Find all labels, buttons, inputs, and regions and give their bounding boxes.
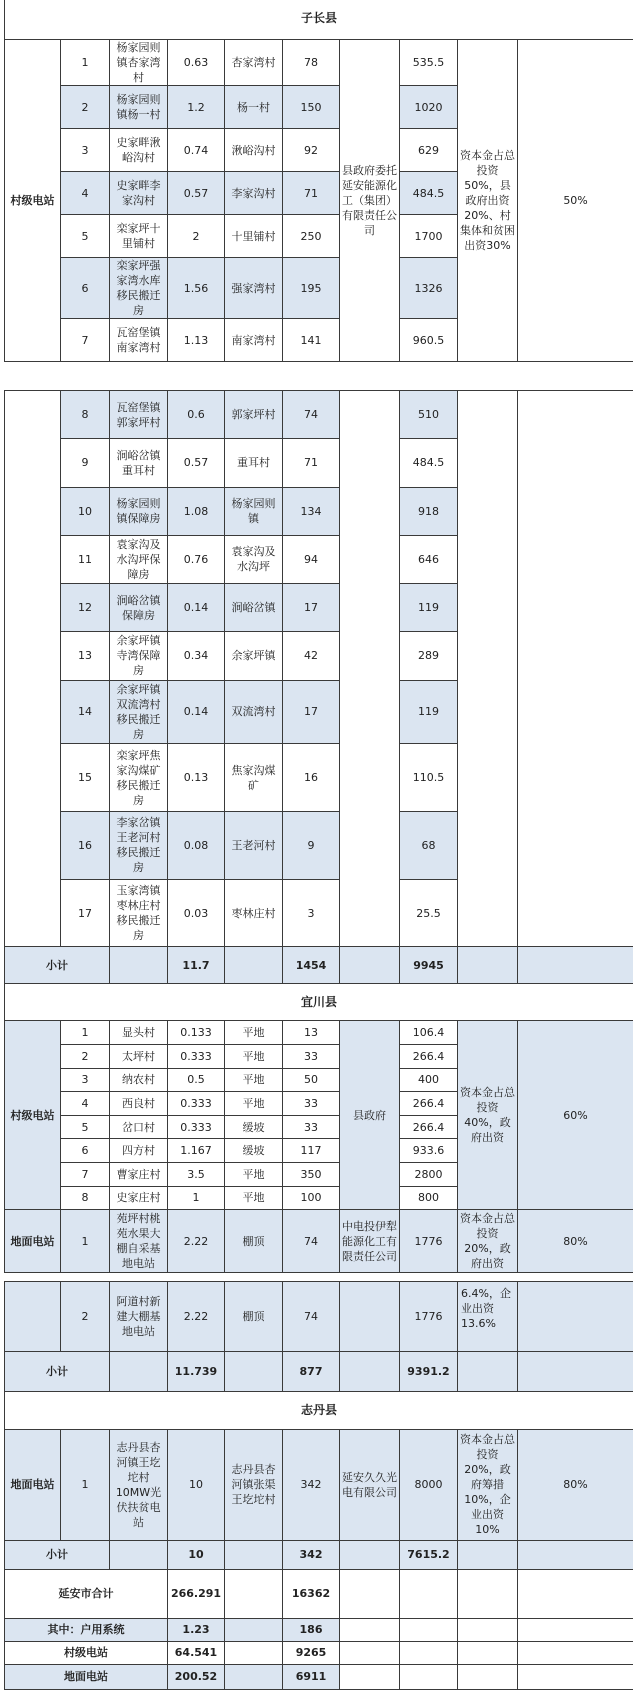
row-investment: 1700	[400, 215, 458, 258]
row-village: 强家湾村	[225, 258, 283, 319]
subtotal-investment: 9391.2	[400, 1351, 458, 1391]
share-cell: 80%	[518, 1210, 633, 1273]
category-cell: 地面电站	[5, 1210, 61, 1273]
row-capacity: 0.133	[168, 1021, 225, 1045]
row-location: 玉家湾镇枣林庄村移民搬迁房	[110, 879, 168, 947]
row-village: 王老河村	[225, 811, 283, 879]
row-capacity: 0.13	[168, 744, 225, 812]
agency-cell: 延安久久光电有限公司	[340, 1430, 400, 1541]
of-which-ground-label: 地面电站	[5, 1664, 168, 1689]
row-investment: 289	[400, 632, 458, 680]
subtotal-capacity: 11.739	[168, 1351, 225, 1391]
row-village: 平地	[225, 1163, 283, 1187]
subtotal-empty	[225, 1540, 283, 1569]
agency-cell: 县政府委托延安能源化工（集团）有限责任公司	[340, 40, 400, 362]
subtotal-empty	[518, 947, 633, 984]
row-investment: 266.4	[400, 1115, 458, 1139]
category-cell: 村级电站	[5, 40, 61, 362]
category-cell-empty	[5, 1282, 61, 1352]
funding-cell: 资本金占总投资50%，县政府出资20%、村集体和贫困出资30%	[458, 40, 518, 362]
row-location: 杨家园则镇保障房	[110, 487, 168, 535]
row-no: 5	[61, 215, 110, 258]
row-households: 74	[283, 391, 340, 439]
row-households: 100	[283, 1186, 340, 1210]
row-households: 9	[283, 811, 340, 879]
row-location: 史家畔湫峪沟村	[110, 129, 168, 172]
subtotal-empty	[225, 1351, 283, 1391]
row-location: 史家庄村	[110, 1186, 168, 1210]
row-no: 5	[61, 1115, 110, 1139]
row-households: 33	[283, 1115, 340, 1139]
row-investment: 110.5	[400, 744, 458, 812]
row-investment: 484.5	[400, 439, 458, 487]
row-no: 11	[61, 535, 110, 583]
row-investment: 484.5	[400, 172, 458, 215]
subtotal-empty	[110, 1540, 168, 1569]
row-investment: 25.5	[400, 879, 458, 947]
row-location: 西良村	[110, 1092, 168, 1116]
row-investment: 266.4	[400, 1092, 458, 1116]
table-zichang-part1	[4, 0, 633, 362]
category-cell: 村级电站	[5, 1021, 61, 1210]
row-location: 显头村	[110, 1021, 168, 1045]
row-capacity: 0.74	[168, 129, 225, 172]
agency-cell: 县政府	[340, 1021, 400, 1210]
row-location: 栾家坪焦家沟煤矿移民搬迁房	[110, 744, 168, 812]
row-location: 太坪村	[110, 1044, 168, 1068]
total-empty	[518, 1569, 633, 1618]
row-village: 平地	[225, 1044, 283, 1068]
category-cell: 地面电站	[5, 1430, 61, 1541]
share-cell-empty	[518, 1282, 633, 1352]
of-which-empty	[458, 1618, 518, 1641]
row-households: 33	[283, 1044, 340, 1068]
subtotal-empty	[458, 1540, 518, 1569]
row-investment: 800	[400, 1186, 458, 1210]
subtotal-investment: 7615.2	[400, 1540, 458, 1569]
row-households: 50	[283, 1068, 340, 1092]
row-village: 志丹县杏河镇张渠王圪坨村	[225, 1430, 283, 1541]
of-which-empty	[225, 1664, 283, 1689]
of-which-household-capacity: 1.23	[168, 1618, 225, 1641]
row-households: 13	[283, 1021, 340, 1045]
row-investment: 510	[400, 391, 458, 439]
row-capacity: 3.5	[168, 1163, 225, 1187]
row-households: 16	[283, 744, 340, 812]
share-cell-empty	[518, 391, 633, 947]
row-households: 250	[283, 215, 340, 258]
row-village: 涧峪岔镇	[225, 584, 283, 632]
row-location: 栾家坪强家湾水库移民搬迁房	[110, 258, 168, 319]
table-zichang-part2-yichuan	[4, 390, 633, 1273]
row-village: 杏家湾村	[225, 40, 283, 86]
row-households: 17	[283, 680, 340, 744]
funding-cell: 资本金占总投资20%，政府筹措10%，企业出资10%	[458, 1430, 518, 1541]
subtotal-empty	[340, 1351, 400, 1391]
row-capacity: 0.03	[168, 879, 225, 947]
of-which-empty	[340, 1664, 400, 1689]
row-households: 141	[283, 319, 340, 362]
row-no: 2	[61, 1044, 110, 1068]
subtotal-investment: 9945	[400, 947, 458, 984]
county-header-zichang: 子长县	[5, 0, 633, 40]
row-no: 1	[61, 40, 110, 86]
agency-cell-empty	[340, 391, 400, 947]
row-no: 7	[61, 1163, 110, 1187]
row-location: 曹家庄村	[110, 1163, 168, 1187]
row-capacity: 2.22	[168, 1210, 225, 1273]
total-empty	[400, 1569, 458, 1618]
row-no: 13	[61, 632, 110, 680]
row-no: 15	[61, 744, 110, 812]
row-investment: 1776	[400, 1282, 458, 1352]
subtotal-empty	[340, 947, 400, 984]
row-village: 余家坪镇	[225, 632, 283, 680]
row-location: 史家畔李家沟村	[110, 172, 168, 215]
row-capacity: 1.56	[168, 258, 225, 319]
subtotal-empty	[225, 947, 283, 984]
subtotal-empty	[518, 1540, 633, 1569]
subtotal-households: 1454	[283, 947, 340, 984]
agency-cell: 中电投伊犁能源化工有限责任公司	[340, 1210, 400, 1273]
row-households: 42	[283, 632, 340, 680]
row-households: 342	[283, 1430, 340, 1541]
row-village: 十里铺村	[225, 215, 283, 258]
of-which-household-label: 其中：户用系统	[5, 1618, 168, 1641]
subtotal-empty	[518, 1351, 633, 1391]
row-village: 郭家坪村	[225, 391, 283, 439]
row-investment: 629	[400, 129, 458, 172]
share-cell: 60%	[518, 1021, 633, 1210]
row-location: 瓦窑堡镇南家湾村	[110, 319, 168, 362]
row-location: 杨家园则镇杏家湾村	[110, 40, 168, 86]
of-which-ground-households: 6911	[283, 1664, 340, 1689]
row-village: 杨家园则镇	[225, 487, 283, 535]
row-households: 71	[283, 439, 340, 487]
row-investment: 918	[400, 487, 458, 535]
total-label: 延安市合计	[5, 1569, 168, 1618]
of-which-village-households: 9265	[283, 1641, 340, 1664]
of-which-empty	[400, 1641, 458, 1664]
row-capacity: 0.5	[168, 1068, 225, 1092]
of-which-empty	[400, 1664, 458, 1689]
subtotal-households: 342	[283, 1540, 340, 1569]
row-no: 8	[61, 391, 110, 439]
row-village: 李家沟村	[225, 172, 283, 215]
row-village: 袁家沟及水沟坪	[225, 535, 283, 583]
row-households: 117	[283, 1139, 340, 1163]
row-no: 1	[61, 1021, 110, 1045]
row-capacity: 0.34	[168, 632, 225, 680]
row-capacity: 10	[168, 1430, 225, 1541]
of-which-empty	[518, 1641, 633, 1664]
row-no: 7	[61, 319, 110, 362]
row-capacity: 0.6	[168, 391, 225, 439]
of-which-empty	[340, 1618, 400, 1641]
row-capacity: 0.333	[168, 1115, 225, 1139]
funding-cell-empty	[458, 391, 518, 947]
row-capacity: 0.76	[168, 535, 225, 583]
row-investment: 266.4	[400, 1044, 458, 1068]
row-no: 17	[61, 879, 110, 947]
of-which-household-households: 186	[283, 1618, 340, 1641]
of-which-empty	[225, 1641, 283, 1664]
row-no: 12	[61, 584, 110, 632]
share-cell: 80%	[518, 1430, 633, 1541]
row-investment: 106.4	[400, 1021, 458, 1045]
row-investment: 68	[400, 811, 458, 879]
of-which-empty	[518, 1618, 633, 1641]
row-location: 栾家坪十里铺村	[110, 215, 168, 258]
row-households: 195	[283, 258, 340, 319]
subtotal-label: 小计	[5, 1351, 110, 1391]
row-village: 缓坡	[225, 1139, 283, 1163]
row-households: 3	[283, 879, 340, 947]
row-location: 袁家沟及水沟坪保障房	[110, 535, 168, 583]
subtotal-empty	[458, 1351, 518, 1391]
row-location: 苑坪村桃苑水果大棚自采基地电站	[110, 1210, 168, 1273]
row-households: 78	[283, 40, 340, 86]
row-no: 1	[61, 1210, 110, 1273]
row-no: 8	[61, 1186, 110, 1210]
row-households: 92	[283, 129, 340, 172]
row-capacity: 1.13	[168, 319, 225, 362]
row-village: 杨一村	[225, 86, 283, 129]
subtotal-capacity: 10	[168, 1540, 225, 1569]
table-yichuan-zhidan-totals	[4, 1281, 633, 1690]
county-header-yichuan: 宜川县	[5, 984, 633, 1021]
row-village: 平地	[225, 1068, 283, 1092]
subtotal-label: 小计	[5, 947, 110, 984]
row-investment: 2800	[400, 1163, 458, 1187]
subtotal-empty	[110, 1351, 168, 1391]
total-empty	[225, 1569, 283, 1618]
row-investment: 646	[400, 535, 458, 583]
row-location: 阿道村新建大棚基地电站	[110, 1282, 168, 1352]
row-location: 杨家园则镇杨一村	[110, 86, 168, 129]
of-which-empty	[458, 1664, 518, 1689]
of-which-village-capacity: 64.541	[168, 1641, 225, 1664]
row-village: 焦家沟煤矿	[225, 744, 283, 812]
row-capacity: 0.57	[168, 439, 225, 487]
subtotal-empty	[340, 1540, 400, 1569]
row-village: 缓坡	[225, 1115, 283, 1139]
subtotal-capacity: 11.7	[168, 947, 225, 984]
funding-cell: 资本金占总投资40%，政府出资	[458, 1021, 518, 1210]
row-investment: 933.6	[400, 1139, 458, 1163]
row-village: 重耳村	[225, 439, 283, 487]
row-capacity: 0.57	[168, 172, 225, 215]
row-capacity: 1.167	[168, 1139, 225, 1163]
row-capacity: 1.2	[168, 86, 225, 129]
row-no: 6	[61, 1139, 110, 1163]
funding-cell: 资本金占总投资20%，政府出资	[458, 1210, 518, 1273]
row-households: 74	[283, 1282, 340, 1352]
row-location: 涧峪岔镇保障房	[110, 584, 168, 632]
row-village: 棚顶	[225, 1210, 283, 1273]
row-village: 双流湾村	[225, 680, 283, 744]
row-investment: 119	[400, 584, 458, 632]
row-households: 94	[283, 535, 340, 583]
row-no: 9	[61, 439, 110, 487]
row-capacity: 2	[168, 215, 225, 258]
row-investment: 1020	[400, 86, 458, 129]
total-empty	[458, 1569, 518, 1618]
agency-cell-empty	[340, 1282, 400, 1352]
row-capacity: 0.14	[168, 584, 225, 632]
row-investment: 8000	[400, 1430, 458, 1541]
of-which-village-label: 村级电站	[5, 1641, 168, 1664]
county-header-zhidan: 志丹县	[5, 1391, 633, 1430]
row-investment: 119	[400, 680, 458, 744]
row-investment: 1776	[400, 1210, 458, 1273]
total-empty	[340, 1569, 400, 1618]
row-capacity: 0.63	[168, 40, 225, 86]
row-households: 150	[283, 86, 340, 129]
row-investment: 960.5	[400, 319, 458, 362]
row-no: 10	[61, 487, 110, 535]
row-location: 四方村	[110, 1139, 168, 1163]
subtotal-empty	[458, 947, 518, 984]
row-village: 枣林庄村	[225, 879, 283, 947]
subtotal-households: 877	[283, 1351, 340, 1391]
row-households: 350	[283, 1163, 340, 1187]
row-investment: 535.5	[400, 40, 458, 86]
row-no: 6	[61, 258, 110, 319]
row-investment: 1326	[400, 258, 458, 319]
row-no: 3	[61, 1068, 110, 1092]
row-location: 李家岔镇王老河村移民搬迁房	[110, 811, 168, 879]
row-village: 平地	[225, 1186, 283, 1210]
of-which-empty	[458, 1641, 518, 1664]
row-capacity: 0.333	[168, 1044, 225, 1068]
row-village: 南家湾村	[225, 319, 283, 362]
row-location: 涧峪岔镇重耳村	[110, 439, 168, 487]
row-capacity: 1.08	[168, 487, 225, 535]
row-households: 17	[283, 584, 340, 632]
row-village: 平地	[225, 1092, 283, 1116]
row-households: 33	[283, 1092, 340, 1116]
row-no: 2	[61, 86, 110, 129]
row-no: 4	[61, 172, 110, 215]
total-capacity: 266.291	[168, 1569, 225, 1618]
row-no: 4	[61, 1092, 110, 1116]
row-village: 平地	[225, 1021, 283, 1045]
row-location: 瓦窑堡镇郭家坪村	[110, 391, 168, 439]
row-no: 14	[61, 680, 110, 744]
subtotal-label: 小计	[5, 1540, 110, 1569]
row-capacity: 2.22	[168, 1282, 225, 1352]
row-location: 余家坪镇寺湾保障房	[110, 632, 168, 680]
of-which-ground-capacity: 200.52	[168, 1664, 225, 1689]
row-no: 1	[61, 1430, 110, 1541]
funding-cell: 6.4%，企业出资13.6%	[458, 1282, 518, 1352]
row-investment: 400	[400, 1068, 458, 1092]
row-households: 71	[283, 172, 340, 215]
row-no: 2	[61, 1282, 110, 1352]
row-households: 134	[283, 487, 340, 535]
of-which-empty	[340, 1641, 400, 1664]
row-capacity: 0.333	[168, 1092, 225, 1116]
row-location: 志丹县杏河镇王圪坨村10MW光伏扶贫电站	[110, 1430, 168, 1541]
of-which-empty	[518, 1664, 633, 1689]
row-location: 余家坪镇双流湾村移民搬迁房	[110, 680, 168, 744]
of-which-empty	[400, 1618, 458, 1641]
row-village: 棚顶	[225, 1282, 283, 1352]
of-which-empty	[225, 1618, 283, 1641]
row-households: 74	[283, 1210, 340, 1273]
row-capacity: 1	[168, 1186, 225, 1210]
row-location: 纳农村	[110, 1068, 168, 1092]
row-no: 3	[61, 129, 110, 172]
row-capacity: 0.08	[168, 811, 225, 879]
total-households: 16362	[283, 1569, 340, 1618]
row-capacity: 0.14	[168, 680, 225, 744]
row-village: 湫峪沟村	[225, 129, 283, 172]
subtotal-empty	[110, 947, 168, 984]
row-no: 16	[61, 811, 110, 879]
category-cell-empty	[5, 391, 61, 947]
row-location: 岔口村	[110, 1115, 168, 1139]
share-cell: 50%	[518, 40, 633, 362]
